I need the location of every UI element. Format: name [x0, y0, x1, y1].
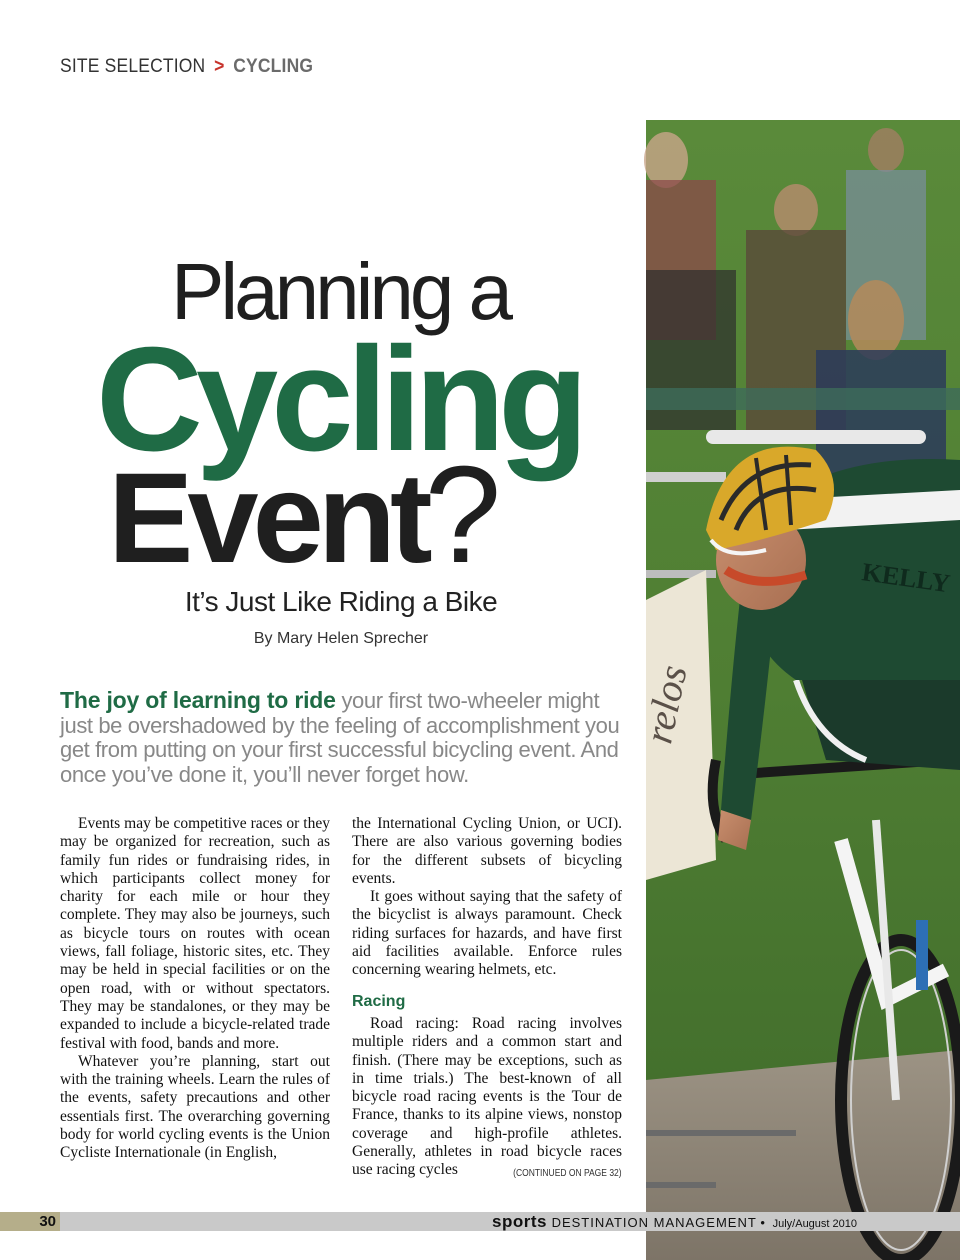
title-question-mark: ? [424, 438, 496, 592]
title-event-word: Event [108, 447, 427, 590]
racing-heading: Racing [352, 992, 406, 1010]
continued-note: (CONTINUED ON PAGE 32) [513, 1168, 622, 1180]
body-paragraph: Events may be competitive races or they may be organized for recreation, such as family fun rides or fundraising rides, in which participants collect money for charity for each mile or hour they complete. They may also be journeys, such as bicycle tours on routes with ocean views, fall foliage, historic sites, etc. They may be held in special facilities or on the open road, with or without spectators. They may be standalones, or they may be expanded to include a bicycle-related trade festival with food, bands and more. [60, 815, 330, 1052]
title-line-1: Planning a [170, 247, 510, 336]
brand-destination: DESTINATION MANAGEMENT [546, 1215, 757, 1230]
racing-text: Road racing: Road racing involves multiple riders and a common start and finish. (There may be exceptions, such as in time trials.) The best-known of all bicycle road racing events is the Tour de France, thanks to its alpine views, nonstop coverage and high-profile athletes. Generally, athletes in road bicycle races use racing cycles [352, 1014, 622, 1179]
body-column-2 [352, 815, 622, 1184]
body-paragraph: the International Cycling Union, or UCI). There are also various governing bodies for the different subsets of bicycling events. [352, 815, 622, 887]
page-number: 30 [39, 1213, 56, 1230]
footer-bullet: • [760, 1215, 765, 1230]
cyclist-photo-illustration [635, 120, 960, 1260]
intro-deck [60, 688, 622, 787]
deck-text: your first two-wheeler might just be overshadowed by the feeling of accomplishment you get from putting on your first successful bicycling event. And once you’ve done it, you’ll never forget how. [60, 688, 620, 787]
footer-brand [492, 1212, 857, 1234]
issue-date: July/August 2010 [772, 1218, 857, 1230]
subtitle: It’s Just Like Riding a Bike [184, 586, 498, 617]
deck-lead: The joy of learning to ride [60, 687, 336, 713]
body-paragraph-racing [352, 1015, 622, 1180]
title-line-3 [108, 438, 496, 592]
jersey-text: KELLY [860, 557, 952, 599]
section-category: CYCLING [233, 56, 314, 77]
section-label: SITE SELECTION [60, 56, 206, 77]
body-paragraph: Whatever you’re planning, start out with the training wheels. Learn the rules of the events, safety precautions and other essentials first. The overarching governing body for world cycling events is the Union Cycliste Internationale (in English, [60, 1052, 330, 1162]
body-column-1 [60, 815, 330, 1163]
cyclist-photo [635, 120, 960, 1260]
section-arrow: > [214, 56, 225, 77]
banner-text: relos [635, 661, 696, 748]
byline: By Mary Helen Sprecher [253, 630, 429, 647]
section-header [60, 56, 313, 78]
page-number-tab [0, 1212, 60, 1231]
brand-sports: sports [492, 1212, 547, 1231]
title-line-2: Cycling [96, 317, 582, 482]
body-paragraph: It goes without saying that the safety of the bicyclist is always paramount. Check riding surfaces for hazards, and have first aid facilities available. Enforce rules concerning wearing helmets, etc. [352, 888, 622, 979]
